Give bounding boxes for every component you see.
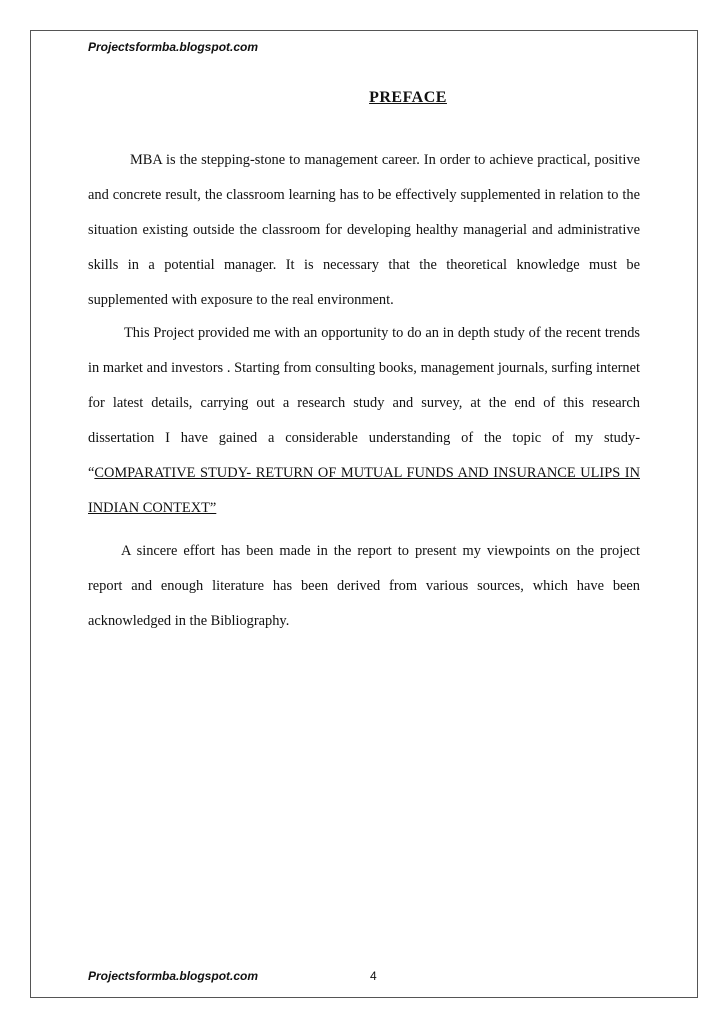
paragraph-2-body: This Project provided me with an opportunity to do an in depth study of the recent trends in market and investors . Starting from consulting books, management journals, surfing internet for latest details, carrying out a research study and survey, at the end of this research dissertation I have gained a considerable understanding of the topic of my study- bbox=[88, 325, 640, 446]
page-number: 4 bbox=[370, 969, 377, 983]
preface-paragraph-1 bbox=[88, 143, 640, 318]
paragraph-2-quote-open: “ bbox=[88, 465, 95, 481]
study-title: COMPARATIVE STUDY- RETURN OF MUTUAL FUNDS AND INSURANCE ULIPS IN INDIAN CONTEXT” bbox=[88, 465, 640, 516]
preface-paragraph-3 bbox=[88, 534, 640, 639]
paragraph-1-text: MBA is the stepping-stone to management career. In order to achieve practical, positive and concrete result, the classroom learning has to be effectively supplemented in relation to the situation existing outside the classroom for developing healthy managerial and administrative skills in a potential manager. It is necessary that the theoretical knowledge must be supplemented with exposure to the real environment. bbox=[88, 152, 640, 308]
header-site-name: Projectsformba.blogspot.com bbox=[88, 40, 259, 54]
footer-site-name: Projectsformba.blogspot.com bbox=[88, 969, 259, 983]
paragraph-3-text: A sincere effort has been made in the report to present my viewpoints on the project report and enough literature has been derived from various sources, which have been acknowledged in the Bibliography. bbox=[88, 543, 640, 629]
page-title-container bbox=[0, 89, 728, 107]
preface-paragraph-2 bbox=[88, 316, 640, 526]
page-title: PREFACE bbox=[369, 89, 447, 106]
paragraph-2-text bbox=[88, 316, 640, 526]
